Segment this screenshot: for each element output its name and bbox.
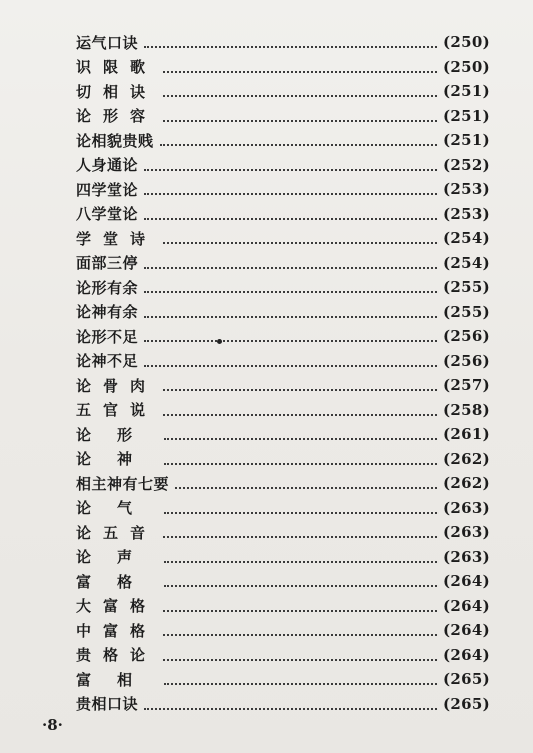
toc-entry-page: (251): [442, 131, 490, 150]
toc-entry: [76, 373, 490, 398]
toc-entry-page: (265): [442, 694, 490, 713]
toc-entry: [76, 104, 490, 129]
toc-entry-page: (264): [442, 621, 490, 640]
toc-entry-title: 识限歌: [76, 58, 158, 77]
dot-leader: [163, 387, 437, 391]
dot-leader: [164, 583, 437, 587]
toc-entry-title: 论神不足: [76, 352, 139, 371]
toc-entry: [76, 594, 490, 619]
dot-leader: [163, 93, 437, 97]
toc-entry-title: 论形: [76, 425, 159, 444]
dot-leader: [144, 191, 437, 195]
dot-leader: [163, 534, 437, 538]
toc-entry: [76, 520, 490, 545]
dot-leader: [144, 289, 437, 293]
toc-entry-title: 论气: [76, 499, 159, 518]
toc-entry: [76, 128, 490, 153]
toc-entry-title: 富相: [76, 670, 159, 689]
dot-leader: [164, 510, 437, 514]
toc-entry-title: 大富格: [76, 597, 158, 616]
toc-entry: [76, 55, 490, 80]
table-of-contents: [76, 30, 490, 716]
toc-entry: [76, 447, 490, 472]
toc-entry-title: 人身通论: [76, 156, 139, 175]
dot-leader: [144, 265, 437, 269]
toc-entry-page: (253): [442, 180, 490, 199]
toc-entry-title: 论形容: [76, 107, 158, 126]
toc-entry: [76, 324, 490, 349]
dot-leader: [144, 167, 437, 171]
toc-entry-title: 中富格: [76, 621, 158, 640]
toc-entry-page: (261): [442, 425, 490, 444]
dot-leader: [163, 657, 437, 661]
dot-leader: [163, 240, 437, 244]
toc-entry: [76, 422, 490, 447]
toc-entry: [76, 643, 490, 668]
toc-entry-title: 富格: [76, 572, 159, 591]
dot-leader: [144, 706, 437, 710]
toc-entry-page: (257): [442, 376, 490, 395]
toc-entry: [76, 251, 490, 276]
toc-entry-title: 论形不足: [76, 327, 139, 346]
toc-entry: [76, 618, 490, 643]
toc-entry: [76, 275, 490, 300]
toc-entry-title: 论形有余: [76, 278, 139, 297]
toc-entry-page: (264): [442, 596, 490, 615]
toc-entry: [76, 349, 490, 374]
toc-entry-title: 五官说: [76, 401, 158, 420]
toc-entry: [76, 496, 490, 521]
toc-entry-page: (263): [442, 523, 490, 542]
toc-entry-title: 运气口诀: [76, 33, 139, 52]
dot-leader: [163, 608, 437, 612]
toc-entry-page: (250): [442, 57, 490, 76]
toc-entry-title: 论神: [76, 450, 159, 469]
page-folio: ·8·: [42, 716, 63, 734]
toc-entry: [76, 471, 490, 496]
dot-leader: [144, 314, 437, 318]
toc-entry: [76, 569, 490, 594]
toc-entry-page: (258): [442, 400, 490, 419]
dot-leader: [144, 363, 437, 367]
toc-entry-title: 相主神有七要: [76, 474, 170, 493]
toc-entry: [76, 692, 490, 717]
toc-entry: [76, 202, 490, 227]
toc-entry-page: (251): [442, 82, 490, 101]
toc-entry: [76, 177, 490, 202]
toc-entry-page: (254): [442, 253, 490, 272]
toc-entry-page: (256): [442, 327, 490, 346]
toc-entry-title: 八学堂论: [76, 205, 139, 224]
toc-entry: [76, 79, 490, 104]
toc-entry-title: 论相貌贵贱: [76, 131, 154, 150]
dot-leader: [160, 142, 437, 146]
toc-entry-page: (253): [442, 204, 490, 223]
toc-entry-title: 学堂诗: [76, 229, 158, 248]
toc-entry-title: 四学堂论: [76, 180, 139, 199]
dot-leader: [164, 681, 437, 685]
toc-entry-page: (264): [442, 572, 490, 591]
dot-leader: [163, 118, 437, 122]
toc-entry-title: 切相诀: [76, 82, 158, 101]
toc-entry-page: (251): [442, 106, 490, 125]
dot-leader: [144, 216, 437, 220]
toc-entry-title: 论声: [76, 548, 159, 567]
toc-entry-page: (265): [442, 670, 490, 689]
dot-leader: [164, 559, 437, 563]
dot-leader: [144, 44, 437, 48]
ink-speck: [217, 339, 222, 344]
toc-entry: [76, 398, 490, 423]
dot-leader: [175, 485, 437, 489]
toc-entry: [76, 226, 490, 251]
dot-leader: [163, 69, 437, 73]
toc-entry: [76, 153, 490, 178]
dot-leader: [163, 632, 437, 636]
dot-leader: [164, 436, 437, 440]
dot-leader: [144, 338, 437, 342]
toc-entry: [76, 667, 490, 692]
toc-entry-title: 论神有余: [76, 303, 139, 322]
toc-entry-title: 论五音: [76, 523, 158, 542]
toc-entry-page: (263): [442, 547, 490, 566]
toc-entry-title: 贵格论: [76, 646, 158, 665]
toc-entry-page: (262): [442, 474, 490, 493]
toc-entry-page: (252): [442, 155, 490, 174]
toc-entry-page: (250): [442, 33, 490, 52]
toc-entry-page: (262): [442, 449, 490, 468]
toc-entry-page: (263): [442, 498, 490, 517]
toc-entry-page: (255): [442, 278, 490, 297]
toc-entry-page: (256): [442, 351, 490, 370]
toc-entry-page: (264): [442, 645, 490, 664]
toc-entry: [76, 545, 490, 570]
toc-entry-page: (255): [442, 302, 490, 321]
dot-leader: [163, 412, 437, 416]
toc-entry-title: 论骨肉: [76, 376, 158, 395]
toc-entry-title: 面部三停: [76, 254, 139, 273]
toc-entry: [76, 300, 490, 325]
toc-entry-title: 贵相口诀: [76, 695, 139, 714]
toc-entry: [76, 30, 490, 55]
dot-leader: [164, 461, 437, 465]
toc-entry-page: (254): [442, 229, 490, 248]
